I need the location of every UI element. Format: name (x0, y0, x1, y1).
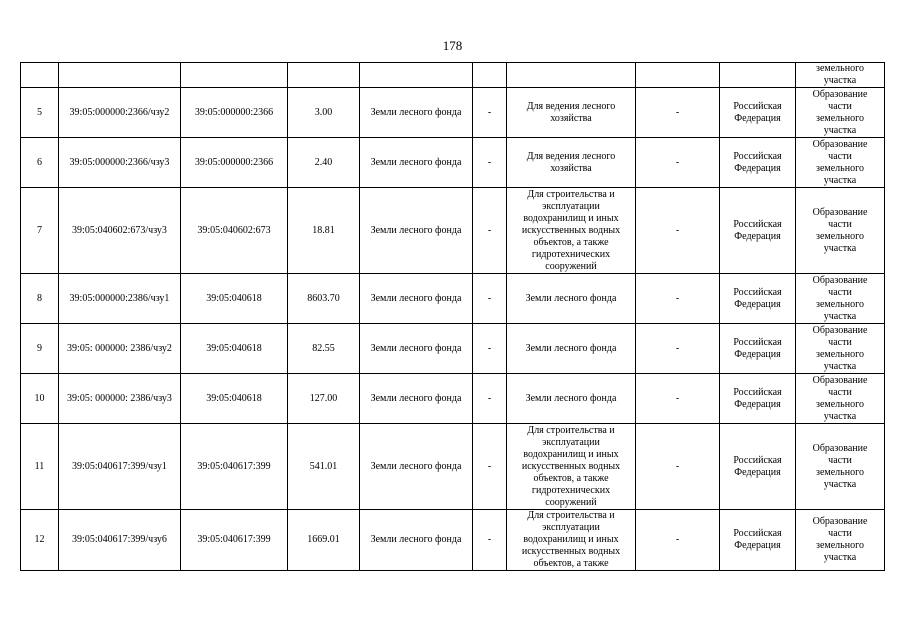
land-category-cell: Земли лесного фонда (360, 274, 473, 324)
row-number-cell: 6 (21, 138, 59, 188)
purpose-cell: Образование части земельного участка (796, 324, 885, 374)
zone-id-cell: 39:05:000000:2366/чзу2 (59, 88, 181, 138)
permitted-use-cell: Земли лесного фонда (507, 274, 636, 324)
purpose-cell: Образование части земельного участка (796, 274, 885, 324)
dash-cell: - (473, 274, 507, 324)
area-cell: 2.40 (288, 138, 360, 188)
area-cell: 82.55 (288, 324, 360, 374)
table-row (21, 138, 885, 188)
area-cell: 8603.70 (288, 274, 360, 324)
row-number-cell: 12 (21, 510, 59, 571)
land-category-cell: Земли лесного фонда (360, 324, 473, 374)
table-row (21, 374, 885, 424)
permitted-use-cell: Земли лесного фонда (507, 324, 636, 374)
land-category-cell: Земли лесного фонда (360, 88, 473, 138)
land-category-cell: Земли лесного фонда (360, 374, 473, 424)
owner-cell: Российская Федерация (720, 424, 796, 510)
permitted-use-cell: Для ведения лесного хозяйства (507, 138, 636, 188)
land-category-cell: Земли лесного фонда (360, 188, 473, 274)
parcel-id-cell: 39:05:040617:399 (181, 510, 288, 571)
land-category-cell: Земли лесного фонда (360, 424, 473, 510)
parcel-id-cell: 39:05:000000:2366 (181, 88, 288, 138)
owner-cell: Российская Федерация (720, 324, 796, 374)
table-row (21, 424, 885, 510)
parcel-id-cell: 39:05:040617:399 (181, 424, 288, 510)
area-cell: 541.01 (288, 424, 360, 510)
dash-cell: - (473, 324, 507, 374)
parcel-id-cell: 39:05:040618 (181, 274, 288, 324)
zone-id-cell: 39:05:000000:2386/чзу1 (59, 274, 181, 324)
purpose-cell: Образование части земельного участка (796, 424, 885, 510)
dash-cell: - (636, 274, 720, 324)
owner-cell: Российская Федерация (720, 88, 796, 138)
row-number-cell: 11 (21, 424, 59, 510)
purpose-cell: Образование части земельного участка (796, 88, 885, 138)
parcel-id-cell: 39:05:000000:2366 (181, 138, 288, 188)
parcel-id-cell: 39:05:040602:673 (181, 188, 288, 274)
zone-id-cell: 39:05:040617:399/чзу1 (59, 424, 181, 510)
owner-cell: Российская Федерация (720, 188, 796, 274)
land-category-cell: Земли лесного фонда (360, 510, 473, 571)
dash-cell: - (473, 374, 507, 424)
purpose-cell: Образование части земельного участка (796, 510, 885, 571)
area-cell: 1669.01 (288, 510, 360, 571)
land-category-cell: Земли лесного фонда (360, 138, 473, 188)
table-row (21, 88, 885, 138)
table-row-continuation (21, 63, 885, 88)
row-number-cell: 10 (21, 374, 59, 424)
purpose-cell: Образование части земельного участка (796, 374, 885, 424)
owner-cell: Российская Федерация (720, 274, 796, 324)
row-number-cell: 5 (21, 88, 59, 138)
row-number-cell: 9 (21, 324, 59, 374)
area-cell: 18.81 (288, 188, 360, 274)
dash-cell: - (636, 424, 720, 510)
table-row (21, 188, 885, 274)
area-cell: 127.00 (288, 374, 360, 424)
dash-cell: - (636, 374, 720, 424)
zone-id-cell: 39:05:040602:673/чзу3 (59, 188, 181, 274)
zone-id-cell: 39:05: 000000: 2386/чзу3 (59, 374, 181, 424)
table-row (21, 510, 885, 571)
dash-cell: - (473, 510, 507, 571)
purpose-cell: Образование части земельного участка (796, 188, 885, 274)
land-parcels-table (20, 62, 885, 571)
dash-cell: - (636, 138, 720, 188)
dash-cell: - (636, 188, 720, 274)
zone-id-cell: 39:05:000000:2366/чзу3 (59, 138, 181, 188)
dash-cell: - (473, 88, 507, 138)
table-row (21, 274, 885, 324)
row-number-cell: 7 (21, 188, 59, 274)
permitted-use-cell: Для ведения лесного хозяйства (507, 88, 636, 138)
owner-cell: Российская Федерация (720, 374, 796, 424)
zone-id-cell: 39:05: 000000: 2386/чзу2 (59, 324, 181, 374)
owner-cell: Российская Федерация (720, 138, 796, 188)
owner-cell: Российская Федерация (720, 510, 796, 571)
purpose-cell: Образование части земельного участка (796, 138, 885, 188)
page-number: 178 (442, 38, 463, 53)
dash-cell: - (636, 510, 720, 571)
permitted-use-cell: Для строительства и эксплуатации водохранилищ и иных искусственных водных объектов, а также (507, 510, 636, 571)
purpose-cell: земельного участка (796, 63, 885, 88)
permitted-use-cell: Для строительства и эксплуатации водохранилищ и иных искусственных водных объектов, а также гидротехнических сооружений (507, 188, 636, 274)
dash-cell: - (636, 88, 720, 138)
parcel-id-cell: 39:05:040618 (181, 324, 288, 374)
dash-cell: - (473, 424, 507, 510)
permitted-use-cell: Земли лесного фонда (507, 374, 636, 424)
row-number-cell: 8 (21, 274, 59, 324)
dash-cell: - (636, 324, 720, 374)
area-cell: 3.00 (288, 88, 360, 138)
zone-id-cell: 39:05:040617:399/чзу6 (59, 510, 181, 571)
parcel-id-cell: 39:05:040618 (181, 374, 288, 424)
permitted-use-cell: Для строительства и эксплуатации водохранилищ и иных искусственных водных объектов, а также гидротехнических сооружений (507, 424, 636, 510)
dash-cell: - (473, 188, 507, 274)
table-row (21, 324, 885, 374)
dash-cell: - (473, 138, 507, 188)
